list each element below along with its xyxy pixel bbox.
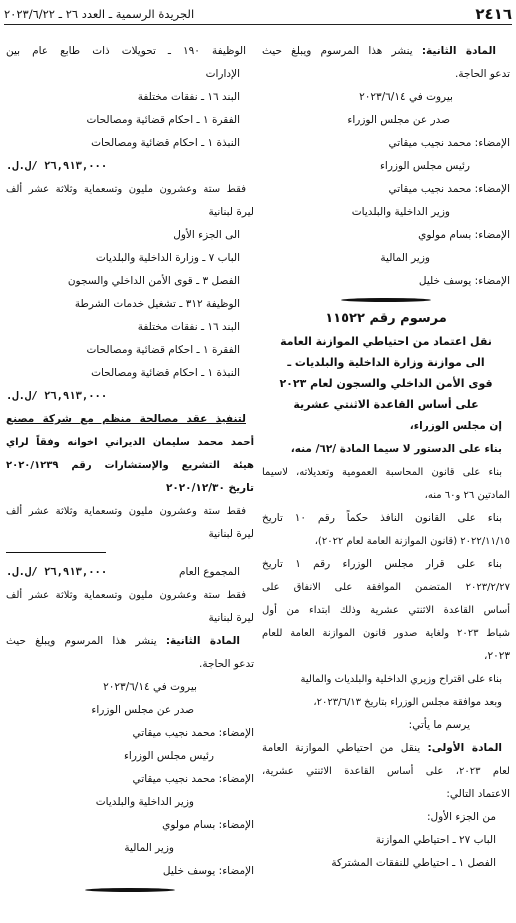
basis-line: أساس القاعدة الاثنتي عشرية وذلك ابتداء من أول [262,605,510,616]
function-line: الإدارات [205,68,240,80]
basis-line: شباط ٢٠٢٣ ولغاية صدور قانون الموازنة العامة للعام [262,628,510,639]
article-2-line-2: تدعو الحاجة. [454,68,510,80]
date-line: بيروت في ٢٠٢٣/٦/١٤ [103,681,197,693]
total-label: المجموع العام [179,566,240,578]
clause-line: النبذة ١ ـ احكام قضائية ومصالحات [91,367,240,379]
minister-title: وزير الداخلية والبلديات [351,206,450,218]
decree-subject: قوى الأمن الداخلي والسجون لعام ٢٠٢٣ [279,377,493,390]
signature-line: الإمضاء: بسام مولوي [418,229,510,241]
article-1-line-2: لعام ٢٠٢٣، على أساس القاعدة الاثنتي عشرية، [262,766,510,777]
signature-line: الإمضاء: بسام مولوي [162,819,254,831]
basis-line: وبعد موافقة مجلس الوزراء بتاريخ ٢٠٢٣/٦/١٣، [313,697,502,708]
signature-line: الإمضاء: محمد نجيب ميقاتي [388,137,510,149]
signature-line: الإمضاء: محمد نجيب ميقاتي [132,727,254,739]
from-part: من الجزء الأول: [426,811,496,823]
item-line: البند ١٦ ـ نفقات مختلفة [137,91,240,103]
signature-line: الإمضاء: يوسف خليل [418,275,510,287]
decrees-line: يرسم ما يأتي: [408,719,470,731]
clause-line: النبذة ١ ـ احكام قضائية ومصالحات [91,137,240,149]
gazette-title: الجريدة الرسمية ـ العدد ٢٦ ـ ٢٠٢٣/٦/٢٢ [4,7,195,21]
paragraph-line: الفقرة ١ ـ احكام قضائية ومصالحات [86,344,240,356]
purpose-line: هيئة التشريع والإستشارات رقم ٢٠٢٠/١٢٣٩ [6,460,254,471]
basis-line: بناء على الدستور لا سيما المادة /٦٢/ منه، [290,443,502,455]
date-line: بيروت في ٢٠٢٣/٦/١٤ [359,91,453,103]
function-line: الوظيفة ١٩٠ ـ تحويلات ذات طابع عام بين [6,45,246,57]
article-2-line-2: تدعو الحاجة. [198,658,254,670]
basis-line: بناء على قرار مجلس الوزراء رقم ١ تاريخ [262,558,502,570]
signature-line: الإمضاء: محمد نجيب ميقاتي [132,773,254,785]
decree-title: مرسوم رقم ١١٥٢٢ [325,311,447,326]
minister-title: وزير الداخلية والبلديات [95,796,194,808]
issued-line: صدر عن مجلس الوزراء [347,114,450,126]
article-1-line-3: الاعتماد التالي: [446,788,510,800]
right-column [262,40,510,875]
amount: ٢٦,٩١٣,٠٠٠ /ل.ل. [6,390,108,402]
section-line: الفصل ١ ـ احتياطي للنفقات المشتركة [331,857,496,869]
article-2-line-1: المادة الثانية: ينشر هذا المرسوم ويبلغ حيث [262,45,496,57]
left-column [6,40,254,897]
total-rule [6,552,106,561]
issued-line: صدر عن مجلس الوزراء [91,704,194,716]
section-separator [6,883,254,897]
decree-subject: الى موازنة وزارة الداخلية والبلديات ـ [287,356,485,369]
basis-line: بناء على اقتراح وزيري الداخلية والبلديات والمالية [300,674,502,685]
pm-title: رئيس مجلس الوزراء [123,750,214,762]
amount-words: ليرة لبنانية [208,612,254,624]
grand-total-row [6,561,254,584]
item-line: البند ١٦ ـ نفقات مختلفة [137,321,240,333]
chapter-line: الباب ٧ ـ وزارة الداخلية والبلديات [95,252,240,264]
purpose-line: لتنفيذ عقد مصالحة منظم مع شركة مصنع [6,413,246,425]
basis-line: ٢٠٢٢/١١/١٥ (قانون الموازنة العامة لعام ٢٠٢٢)، [314,536,510,547]
page-header [4,4,512,25]
function-line: الوظيفة ٣١٢ ـ تشغيل خدمات الشرطة [74,298,240,310]
amount-words: فقط ستة وعشرون مليون وتسعماية وثلاثة عشر ألف [6,184,246,195]
purpose-line: أحمد محمد سليمان الديراني اخوانه وفقاً لراي [6,437,254,448]
decree-subject: على أساس القاعدة الاثنتي عشرية [293,398,479,411]
signature-line: الإمضاء: محمد نجيب ميقاتي [388,183,510,195]
paragraph-line: الفقرة ١ ـ احكام قضائية ومصالحات [86,114,240,126]
signature-line: الإمضاء: يوسف خليل [162,865,254,877]
minister-title: وزير المالية [124,842,174,854]
total-amount: ٢٦,٩١٣,٠٠٠ /ل.ل. [6,566,108,578]
amount-words: فقط ستة وعشرون مليون وتسعماية وثلاثة عشر ألف [6,506,246,517]
purpose-line: تاريخ ٢٠٢٠/١٢/٣٠ [165,482,254,494]
amount-words: ليرة لبنانية [208,206,254,218]
chapter-line: الباب ٢٧ ـ احتياطي الموازنة [375,834,496,846]
to-part: الى الجزء الأول [173,229,240,241]
amount: ٢٦,٩١٣,٠٠٠ /ل.ل. [6,160,108,172]
basis-line: المادتين ٢٦ و٦٠ منه، [424,490,510,501]
section-separator [262,293,510,307]
council-line: إن مجلس الوزراء، [409,420,502,432]
article-1-line-1: المادة الأولى: ينقل من احتياطي الموازنة العامة [262,742,502,754]
basis-line: بناء على قانون المحاسبة العمومية وتعديلاته، لاسيما [262,467,502,478]
minister-title: وزير المالية [380,252,430,264]
amount-words: ليرة لبنانية [208,528,254,540]
basis-line: ٢٠٢٣، [484,650,510,662]
basis-line: ٢٠٢٣/٢/٢٧ المتضمن الموافقة على الانفاق على [262,582,510,593]
decree-subject: نقل اعتماد من احتياطي الموازنة العامة [280,335,492,348]
pm-title: رئيس مجلس الوزراء [379,160,470,172]
section-line: الفصل ٣ ـ قوى الأمن الداخلي والسجون [67,275,240,287]
page-number: ٢٤١٦ [475,5,512,23]
article-2-line-1: المادة الثانية: ينشر هذا المرسوم ويبلغ حيث [6,635,240,647]
amount-words: فقط ستة وعشرون مليون وتسعماية وثلاثة عشر ألف [6,590,246,601]
basis-line: بناء على القانون النافذ حكماً رقم ١٠ تاريخ [262,512,502,524]
